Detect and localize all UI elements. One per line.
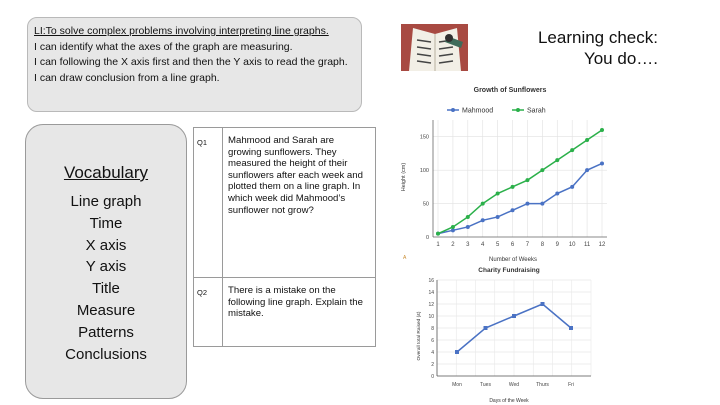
series-line-mahmood bbox=[438, 163, 602, 233]
legend-label-sarah: Sarah bbox=[527, 107, 546, 115]
x-tick-label: 2 bbox=[451, 242, 455, 248]
annotation-label: A bbox=[403, 255, 407, 261]
y-tick-label: 12 bbox=[428, 302, 434, 308]
question-row bbox=[194, 128, 376, 278]
data-point-mahmood bbox=[570, 185, 574, 189]
data-point-sarah bbox=[481, 202, 485, 206]
x-tick-label: 6 bbox=[510, 242, 515, 248]
question-row bbox=[194, 278, 376, 347]
y-tick-label: 16 bbox=[428, 278, 434, 284]
vocabulary-list bbox=[26, 191, 186, 365]
x-tick-label: 8 bbox=[540, 242, 545, 248]
data-point bbox=[484, 326, 488, 330]
data-point-sarah bbox=[466, 215, 470, 219]
learning-objectives-panel bbox=[27, 17, 362, 112]
plot-area bbox=[428, 278, 591, 388]
data-point-mahmood bbox=[600, 161, 604, 165]
data-point-sarah bbox=[436, 232, 440, 236]
x-axis-label: Number of Weeks bbox=[489, 257, 537, 263]
x-tick-label: 9 bbox=[555, 242, 559, 248]
data-point-mahmood bbox=[481, 218, 485, 222]
y-tick-label: 150 bbox=[419, 134, 429, 141]
x-tick-label: Wed bbox=[508, 382, 520, 388]
question-text: There is a mistake on the following line graph. Explain the mistake. bbox=[223, 278, 376, 347]
y-tick-label: 50 bbox=[422, 201, 429, 208]
question-number: Q2 bbox=[194, 278, 223, 347]
x-tick-label: Thurs bbox=[536, 382, 549, 388]
data-point-sarah bbox=[585, 138, 589, 142]
data-point-sarah bbox=[525, 178, 529, 182]
vocabulary-item: Title bbox=[92, 280, 120, 298]
x-tick-label: 10 bbox=[568, 242, 576, 248]
learning-check bbox=[488, 27, 658, 69]
data-point-mahmood bbox=[496, 215, 500, 219]
x-tick-label: 11 bbox=[583, 242, 591, 248]
y-tick-label: 14 bbox=[428, 290, 434, 296]
x-tick-label: 4 bbox=[481, 242, 485, 248]
vocabulary-item: Time bbox=[89, 214, 123, 232]
data-point-sarah bbox=[600, 128, 604, 132]
data-point-sarah bbox=[451, 225, 455, 229]
data-point-sarah bbox=[511, 185, 515, 189]
charity-fundraising-chart bbox=[411, 264, 597, 405]
vocabulary-item: X axis bbox=[85, 236, 127, 254]
y-tick-label: 10 bbox=[428, 314, 434, 320]
y-tick-label: 100 bbox=[419, 168, 429, 175]
x-tick-label: 1 bbox=[436, 242, 440, 248]
data-point-mahmood bbox=[555, 192, 559, 196]
data-point-mahmood bbox=[585, 168, 589, 172]
x-tick-label: Mon bbox=[452, 382, 462, 388]
data-point-sarah bbox=[555, 158, 559, 162]
objective-line: I can identify what the axes of the graph are measuring. bbox=[34, 40, 293, 53]
vocabulary-panel bbox=[25, 124, 187, 399]
data-point-sarah bbox=[570, 148, 574, 152]
y-tick-label: 0 bbox=[425, 235, 429, 241]
x-tick-label: 7 bbox=[525, 242, 530, 248]
vocabulary-item: Y axis bbox=[85, 258, 127, 276]
x-tick-label: Tues bbox=[480, 382, 491, 388]
y-tick-label: 2 bbox=[431, 362, 434, 368]
x-tick-label: 3 bbox=[466, 242, 470, 248]
vocabulary-item: Patterns bbox=[78, 323, 134, 341]
question-number: Q1 bbox=[194, 128, 223, 278]
questions-table bbox=[193, 127, 376, 347]
chart-title: Growth of Sunflowers bbox=[473, 87, 547, 94]
chart-legend bbox=[447, 108, 546, 115]
reading-picture bbox=[401, 24, 468, 71]
x-axis-label: Days of the Week bbox=[489, 398, 529, 404]
legend-marker-sarah bbox=[516, 108, 520, 112]
data-point-sarah bbox=[540, 168, 544, 172]
vocabulary-item: Measure bbox=[76, 301, 136, 319]
chart-title: Charity Fundraising bbox=[478, 267, 540, 274]
y-tick-label: 0 bbox=[431, 374, 434, 380]
question-text: Mahmood and Sarah are growing sunflowers. They measured the height of their sunflowers after each week and plotted them on a line graph. In which week did Mahmood’s sunflower not grow? bbox=[223, 128, 376, 278]
learning-check-title: Learning check: bbox=[537, 28, 658, 47]
learning-check-subtitle: You do…. bbox=[583, 49, 658, 68]
data-point bbox=[569, 326, 573, 330]
data-point-mahmood bbox=[466, 225, 470, 229]
data-point bbox=[455, 350, 459, 354]
y-tick-label: 6 bbox=[431, 338, 434, 344]
reading-illustration bbox=[401, 24, 468, 71]
y-tick-label: 8 bbox=[431, 326, 434, 332]
legend-marker-mahmood bbox=[451, 108, 455, 112]
data-point-mahmood bbox=[525, 202, 529, 206]
vocabulary-item: Line graph bbox=[70, 193, 142, 210]
data-point-mahmood bbox=[540, 202, 544, 206]
y-tick-label: 4 bbox=[431, 350, 434, 356]
data-point bbox=[512, 314, 516, 318]
learning-intention-title: LI:To solve complex problems involving interpreting line graphs. bbox=[34, 25, 329, 37]
data-point bbox=[541, 302, 545, 306]
x-tick-label: Fri bbox=[568, 382, 574, 388]
x-tick-label: 12 bbox=[598, 242, 606, 248]
legend-label-mahmood: Mahmood bbox=[462, 107, 494, 115]
sunflower-growth-chart bbox=[397, 82, 612, 265]
data-point-mahmood bbox=[511, 208, 515, 212]
vocabulary-item: Conclusions bbox=[65, 345, 147, 363]
y-axis-label: Overall total Raised (£) bbox=[417, 311, 422, 361]
plot-area bbox=[420, 120, 607, 248]
objective-line: I can following the X axis first and then the Y axis to read the graph. bbox=[34, 56, 348, 69]
y-axis-label: Height (cm) bbox=[401, 162, 407, 192]
x-tick-label: 5 bbox=[495, 242, 500, 248]
vocabulary-title: Vocabulary bbox=[63, 163, 149, 182]
data-point-sarah bbox=[496, 192, 500, 196]
objective-line: I can draw conclusion from a line graph. bbox=[34, 71, 220, 84]
